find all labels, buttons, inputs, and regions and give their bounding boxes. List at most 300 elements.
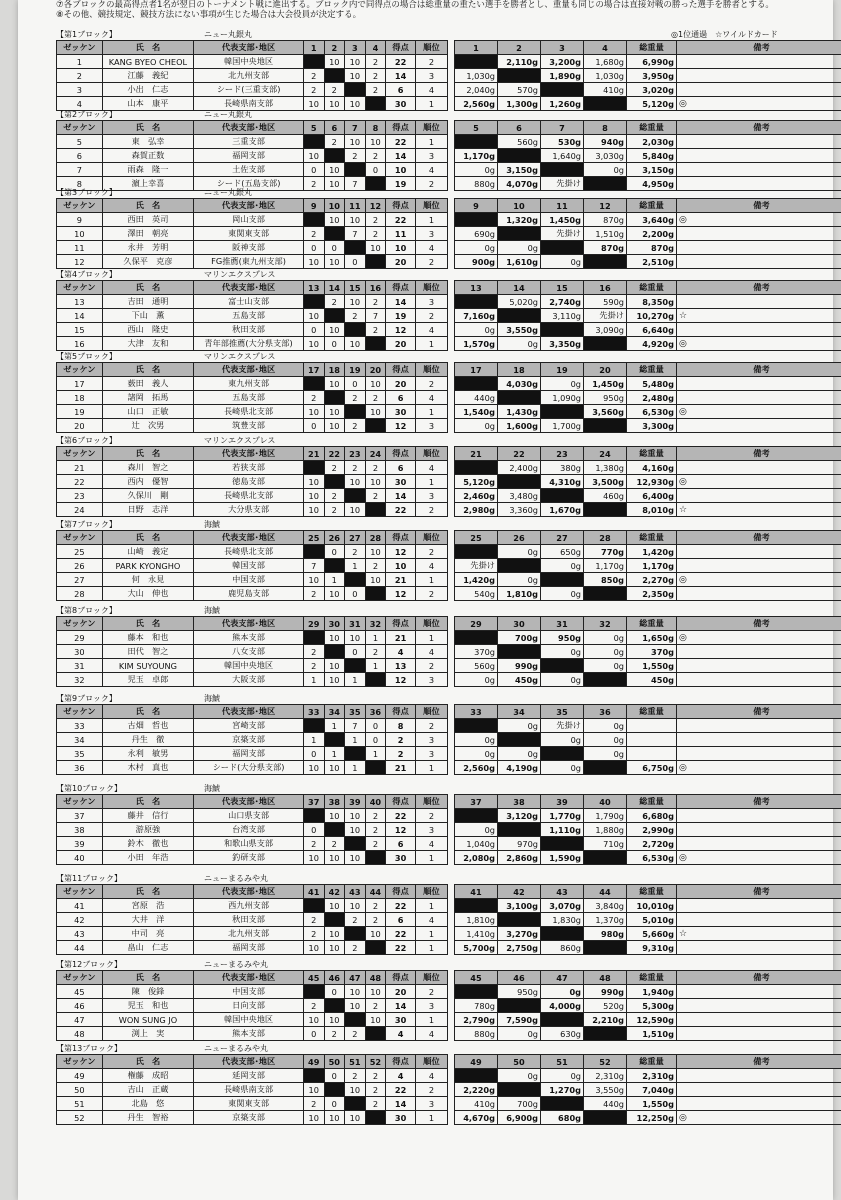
match-score: 7 xyxy=(365,309,386,323)
table-row xyxy=(57,337,448,351)
total-points: 14 xyxy=(386,1097,416,1111)
match-weight: 0g xyxy=(498,241,541,255)
table-row xyxy=(57,733,448,747)
block-13 xyxy=(56,1044,841,1124)
match-score: 10 xyxy=(324,631,345,645)
table-row xyxy=(57,999,448,1013)
match-score: 2 xyxy=(365,213,386,227)
table-row xyxy=(455,645,841,659)
branch-name: シード(大分県支部) xyxy=(194,761,304,775)
table-row xyxy=(455,475,841,489)
zekken-cell: 7 xyxy=(57,163,103,177)
match-score: 10 xyxy=(324,1111,345,1125)
remark-mark xyxy=(677,419,841,433)
table-row xyxy=(455,823,841,837)
match-score: 2 xyxy=(324,489,345,503)
table-row xyxy=(57,503,448,517)
rank-cell: 1 xyxy=(415,135,447,149)
col-opponent: 16 xyxy=(365,281,386,295)
match-score: 10 xyxy=(303,1111,324,1125)
match-weight: 1,590g xyxy=(541,851,584,865)
match-score: 10 xyxy=(303,489,324,503)
table-row xyxy=(455,69,841,83)
col-opponent: 35 xyxy=(345,705,366,719)
col-branch: 代表支部･地区 xyxy=(194,41,304,55)
match-weight: 0g xyxy=(541,559,584,573)
self-match-cell xyxy=(345,323,366,337)
total-weight: 5,300g xyxy=(627,999,677,1013)
table-row xyxy=(455,899,841,913)
col-points: 得点 xyxy=(386,795,416,809)
table-row xyxy=(57,1111,448,1125)
angler-name: 西内 優智 xyxy=(102,475,193,489)
remark-mark: ◎ xyxy=(677,405,841,419)
match-weight: 1,810g xyxy=(455,913,498,927)
rank-cell: 1 xyxy=(415,337,447,351)
col-remarks: 備考 xyxy=(677,531,841,545)
col-rank: 順位 xyxy=(415,447,447,461)
col-name: 氏 名 xyxy=(102,1055,193,1069)
total-points: 30 xyxy=(386,97,416,111)
col-branch: 代表支部･地区 xyxy=(194,281,304,295)
block-5 xyxy=(56,352,841,432)
angler-name: 宮原 浩 xyxy=(102,899,193,913)
col-remarks: 備考 xyxy=(677,41,841,55)
angler-name: 大津 友和 xyxy=(102,337,193,351)
col-remarks: 備考 xyxy=(677,705,841,719)
total-weight: 2,720g xyxy=(627,837,677,851)
self-match-cell xyxy=(455,55,498,69)
score-table xyxy=(56,40,448,111)
table-row xyxy=(57,823,448,837)
block-title: 【第7ブロック】 xyxy=(56,520,117,529)
table-row xyxy=(455,851,841,865)
col-opponent: 3 xyxy=(541,41,584,55)
col-points: 得点 xyxy=(386,199,416,213)
match-score: 2 xyxy=(303,587,324,601)
match-score: 10 xyxy=(303,1083,324,1097)
self-match-cell xyxy=(541,747,584,761)
rank-cell: 1 xyxy=(415,573,447,587)
boat-name: 海鯱 xyxy=(204,694,220,703)
match-score: 10 xyxy=(365,545,386,559)
block-10 xyxy=(56,784,841,864)
col-opponent: 16 xyxy=(584,281,627,295)
match-weight: 0g xyxy=(455,823,498,837)
col-rank: 順位 xyxy=(415,705,447,719)
remark-mark: ◎ xyxy=(677,761,841,775)
total-points: 30 xyxy=(386,475,416,489)
col-opponent: 19 xyxy=(345,363,366,377)
self-match-cell xyxy=(303,719,324,733)
total-points: 21 xyxy=(386,631,416,645)
match-weight: 690g xyxy=(455,227,498,241)
total-weight: 6,640g xyxy=(627,323,677,337)
table-row xyxy=(455,309,841,323)
table-row xyxy=(455,809,841,823)
remark-mark xyxy=(677,659,841,673)
match-score: 2 xyxy=(324,1027,345,1041)
table-row xyxy=(455,213,841,227)
weight-table xyxy=(454,280,841,351)
total-weight: 6,530g xyxy=(627,851,677,865)
self-match-cell xyxy=(584,503,627,517)
angler-name: 大山 伸也 xyxy=(102,587,193,601)
total-points: 6 xyxy=(386,461,416,475)
total-points: 6 xyxy=(386,391,416,405)
table-row xyxy=(57,851,448,865)
col-opponent: 6 xyxy=(324,121,345,135)
angler-name: 小田 年浩 xyxy=(102,851,193,865)
table-row xyxy=(57,559,448,573)
rank-cell: 3 xyxy=(415,489,447,503)
match-weight: 590g xyxy=(584,295,627,309)
match-weight: 3,840g xyxy=(584,899,627,913)
col-opponent: 25 xyxy=(303,531,324,545)
col-opponent: 34 xyxy=(498,705,541,719)
col-zekken: ゼッケン xyxy=(57,41,103,55)
self-match-cell xyxy=(455,985,498,999)
rank-cell: 4 xyxy=(415,391,447,405)
table-row xyxy=(455,241,841,255)
rank-cell: 2 xyxy=(415,377,447,391)
angler-name: 北島 悠 xyxy=(102,1097,193,1111)
match-score: 1 xyxy=(345,673,366,687)
table-row xyxy=(57,163,448,177)
zekken-cell: 4 xyxy=(57,97,103,111)
block-9 xyxy=(56,694,841,774)
match-score: 2 xyxy=(365,999,386,1013)
zekken-cell: 21 xyxy=(57,461,103,475)
score-table xyxy=(56,120,448,191)
remark-mark xyxy=(677,55,841,69)
match-weight: 0g xyxy=(498,719,541,733)
match-score: 10 xyxy=(324,419,345,433)
table-row xyxy=(455,227,841,241)
remark-mark: ◎ xyxy=(677,97,841,111)
total-weight: 4,160g xyxy=(627,461,677,475)
branch-name: 徳島支部 xyxy=(194,475,304,489)
match-weight: 520g xyxy=(584,999,627,1013)
match-weight: 1,030g xyxy=(455,69,498,83)
match-score: 10 xyxy=(365,405,386,419)
self-match-cell xyxy=(324,1083,345,1097)
zekken-cell: 25 xyxy=(57,545,103,559)
angler-name: 中司 亮 xyxy=(102,927,193,941)
self-match-cell xyxy=(498,1083,541,1097)
rank-cell: 2 xyxy=(415,309,447,323)
total-weight xyxy=(627,747,677,761)
match-score: 10 xyxy=(365,985,386,999)
boat-name: ニュー丸銀丸 xyxy=(204,110,252,119)
match-score: 0 xyxy=(345,255,366,269)
match-score: 1 xyxy=(345,733,366,747)
col-branch: 代表支部･地区 xyxy=(194,795,304,809)
self-match-cell xyxy=(455,135,498,149)
col-opponent: 21 xyxy=(455,447,498,461)
self-match-cell xyxy=(584,419,627,433)
rank-cell: 3 xyxy=(415,227,447,241)
match-weight: 1,320g xyxy=(498,213,541,227)
match-score: 10 xyxy=(365,475,386,489)
match-score: 0 xyxy=(303,163,324,177)
total-weight: 5,660g xyxy=(627,927,677,941)
col-branch: 代表支部･地区 xyxy=(194,1055,304,1069)
rank-cell: 2 xyxy=(415,809,447,823)
match-weight: 0g xyxy=(498,337,541,351)
zekken-cell: 20 xyxy=(57,419,103,433)
table-row xyxy=(455,1083,841,1097)
match-weight: 5,700g xyxy=(455,941,498,955)
self-match-cell xyxy=(324,559,345,573)
angler-name: 下山 薫 xyxy=(102,309,193,323)
rank-cell: 2 xyxy=(415,545,447,559)
rank-cell: 4 xyxy=(415,323,447,337)
table-row xyxy=(455,405,841,419)
col-opponent: 38 xyxy=(324,795,345,809)
col-total-weight: 総重量 xyxy=(627,281,677,295)
branch-name: 韓国中央地区 xyxy=(194,1013,304,1027)
match-score: 2 xyxy=(324,503,345,517)
col-total-weight: 総重量 xyxy=(627,447,677,461)
total-points: 20 xyxy=(386,985,416,999)
zekken-cell: 38 xyxy=(57,823,103,837)
total-points: 14 xyxy=(386,149,416,163)
table-row xyxy=(57,587,448,601)
total-points: 12 xyxy=(386,673,416,687)
col-opponent: 48 xyxy=(584,971,627,985)
self-match-cell xyxy=(365,587,386,601)
table-row xyxy=(455,733,841,747)
match-score: 2 xyxy=(365,461,386,475)
match-weight: 3,030g xyxy=(584,149,627,163)
table-row xyxy=(57,927,448,941)
total-weight: 1,420g xyxy=(627,545,677,559)
match-weight: 1,030g xyxy=(584,69,627,83)
self-match-cell xyxy=(365,97,386,111)
zekken-cell: 9 xyxy=(57,213,103,227)
col-zekken: ゼッケン xyxy=(57,971,103,985)
weight-table xyxy=(454,530,841,601)
table-row xyxy=(455,377,841,391)
match-weight: 先掛け xyxy=(541,177,584,191)
self-match-cell xyxy=(498,69,541,83)
angler-name: 游原強 xyxy=(102,823,193,837)
match-weight: 0g xyxy=(498,1027,541,1041)
total-points: 30 xyxy=(386,1013,416,1027)
col-opponent: 7 xyxy=(345,121,366,135)
self-match-cell xyxy=(455,213,498,227)
angler-name: PARK KYONGHO xyxy=(102,559,193,573)
col-points: 得点 xyxy=(386,447,416,461)
self-match-cell xyxy=(584,97,627,111)
boat-name: ニューまるみや丸 xyxy=(204,960,268,969)
match-weight: 3,360g xyxy=(498,503,541,517)
table-row xyxy=(57,255,448,269)
table-row xyxy=(57,419,448,433)
branch-name: 三重支部 xyxy=(194,135,304,149)
col-total-weight: 総重量 xyxy=(627,617,677,631)
col-opponent: 20 xyxy=(584,363,627,377)
match-score: 2 xyxy=(303,69,324,83)
table-row xyxy=(57,241,448,255)
total-weight: 12,930g xyxy=(627,475,677,489)
table-row xyxy=(455,559,841,573)
zekken-cell: 18 xyxy=(57,391,103,405)
match-score: 10 xyxy=(345,823,366,837)
col-opponent: 23 xyxy=(345,447,366,461)
weight-table xyxy=(454,616,841,687)
angler-name: 濵上幸喜 xyxy=(102,177,193,191)
self-match-cell xyxy=(324,69,345,83)
col-branch: 代表支部･地区 xyxy=(194,199,304,213)
total-points: 21 xyxy=(386,573,416,587)
table-row xyxy=(57,913,448,927)
match-weight: 1,890g xyxy=(541,69,584,83)
match-score: 7 xyxy=(345,719,366,733)
match-weight: 700g xyxy=(498,1097,541,1111)
col-remarks: 備考 xyxy=(677,363,841,377)
match-score: 2 xyxy=(365,391,386,405)
match-score: 10 xyxy=(345,503,366,517)
table-row xyxy=(57,1083,448,1097)
self-match-cell xyxy=(324,227,345,241)
total-weight: 6,680g xyxy=(627,809,677,823)
col-opponent: 35 xyxy=(541,705,584,719)
col-points: 得点 xyxy=(386,617,416,631)
self-match-cell xyxy=(324,913,345,927)
match-weight: 990g xyxy=(584,985,627,999)
col-remarks: 備考 xyxy=(677,795,841,809)
zekken-cell: 6 xyxy=(57,149,103,163)
match-score: 2 xyxy=(324,461,345,475)
boat-name: ニュー丸銀丸 xyxy=(204,30,252,39)
zekken-cell: 19 xyxy=(57,405,103,419)
match-weight: 0g xyxy=(541,761,584,775)
match-score: 10 xyxy=(345,135,366,149)
col-opponent: 11 xyxy=(345,199,366,213)
total-points: 22 xyxy=(386,135,416,149)
match-score: 10 xyxy=(365,135,386,149)
rank-cell: 2 xyxy=(415,985,447,999)
total-weight: 870g xyxy=(627,241,677,255)
rank-cell: 2 xyxy=(415,719,447,733)
match-weight: 0g xyxy=(541,255,584,269)
col-name: 氏 名 xyxy=(102,199,193,213)
rank-cell: 3 xyxy=(415,733,447,747)
table-row xyxy=(57,747,448,761)
match-score: 10 xyxy=(303,503,324,517)
total-points: 13 xyxy=(386,659,416,673)
col-rank: 順位 xyxy=(415,531,447,545)
self-match-cell xyxy=(303,631,324,645)
match-weight: 4,030g xyxy=(498,377,541,391)
angler-name: 畠山 仁志 xyxy=(102,941,193,955)
match-score: 10 xyxy=(303,1013,324,1027)
col-name: 氏 名 xyxy=(102,617,193,631)
col-rank: 順位 xyxy=(415,617,447,631)
branch-name: 長崎県南支部 xyxy=(194,1083,304,1097)
col-branch: 代表支部･地区 xyxy=(194,617,304,631)
remark-mark xyxy=(677,645,841,659)
match-score: 2 xyxy=(303,1097,324,1111)
col-total-weight: 総重量 xyxy=(627,121,677,135)
match-weight: 1,680g xyxy=(584,55,627,69)
match-score: 10 xyxy=(324,55,345,69)
match-weight: 950g xyxy=(584,391,627,405)
match-score: 2 xyxy=(345,419,366,433)
match-score: 10 xyxy=(365,573,386,587)
col-name: 氏 名 xyxy=(102,121,193,135)
table-row xyxy=(57,1013,448,1027)
boat-name: ニューまるみや丸 xyxy=(204,1044,268,1053)
match-score: 2 xyxy=(303,927,324,941)
boat-name: 海鯱 xyxy=(204,606,220,615)
remark-mark xyxy=(677,545,841,559)
branch-name: 若狭支部 xyxy=(194,461,304,475)
col-rank: 順位 xyxy=(415,199,447,213)
branch-name: 五島支部 xyxy=(194,309,304,323)
self-match-cell xyxy=(324,645,345,659)
match-weight: 1,540g xyxy=(455,405,498,419)
match-weight: 5,020g xyxy=(498,295,541,309)
remark-mark xyxy=(677,587,841,601)
match-weight: 370g xyxy=(455,645,498,659)
match-score: 10 xyxy=(365,927,386,941)
total-weight: 2,030g xyxy=(627,135,677,149)
angler-name: 澤田 朝亮 xyxy=(102,227,193,241)
zekken-cell: 17 xyxy=(57,377,103,391)
match-weight: 先掛け xyxy=(541,719,584,733)
branch-name: 阪神支部 xyxy=(194,241,304,255)
col-zekken: ゼッケン xyxy=(57,885,103,899)
remark-mark xyxy=(677,149,841,163)
table-row xyxy=(57,1097,448,1111)
match-weight: 990g xyxy=(498,659,541,673)
rank-cell: 3 xyxy=(415,295,447,309)
match-weight: 380g xyxy=(541,461,584,475)
col-remarks: 備考 xyxy=(677,447,841,461)
score-table xyxy=(56,280,448,351)
col-zekken: ゼッケン xyxy=(57,121,103,135)
col-points: 得点 xyxy=(386,971,416,985)
match-score: 10 xyxy=(345,337,366,351)
block-title: 【第12ブロック】 xyxy=(56,960,123,969)
zekken-cell: 11 xyxy=(57,241,103,255)
col-opponent: 25 xyxy=(455,531,498,545)
table-row xyxy=(455,255,841,269)
weight-table xyxy=(454,794,841,865)
match-weight: 2,400g xyxy=(498,461,541,475)
angler-name: 西山 隆史 xyxy=(102,323,193,337)
self-match-cell xyxy=(324,475,345,489)
match-weight: 1,270g xyxy=(541,1083,584,1097)
match-weight: 880g xyxy=(455,1027,498,1041)
col-opponent: 39 xyxy=(541,795,584,809)
table-row xyxy=(455,1097,841,1111)
match-score: 10 xyxy=(324,405,345,419)
rank-cell: 2 xyxy=(415,587,447,601)
match-score: 2 xyxy=(365,899,386,913)
self-match-cell xyxy=(455,377,498,391)
self-match-cell xyxy=(324,149,345,163)
match-weight: 6,900g xyxy=(498,1111,541,1125)
match-weight: 2,310g xyxy=(584,1069,627,1083)
match-score: 2 xyxy=(365,227,386,241)
self-match-cell xyxy=(455,809,498,823)
col-points: 得点 xyxy=(386,121,416,135)
branch-name: 熊本支部 xyxy=(194,1027,304,1041)
